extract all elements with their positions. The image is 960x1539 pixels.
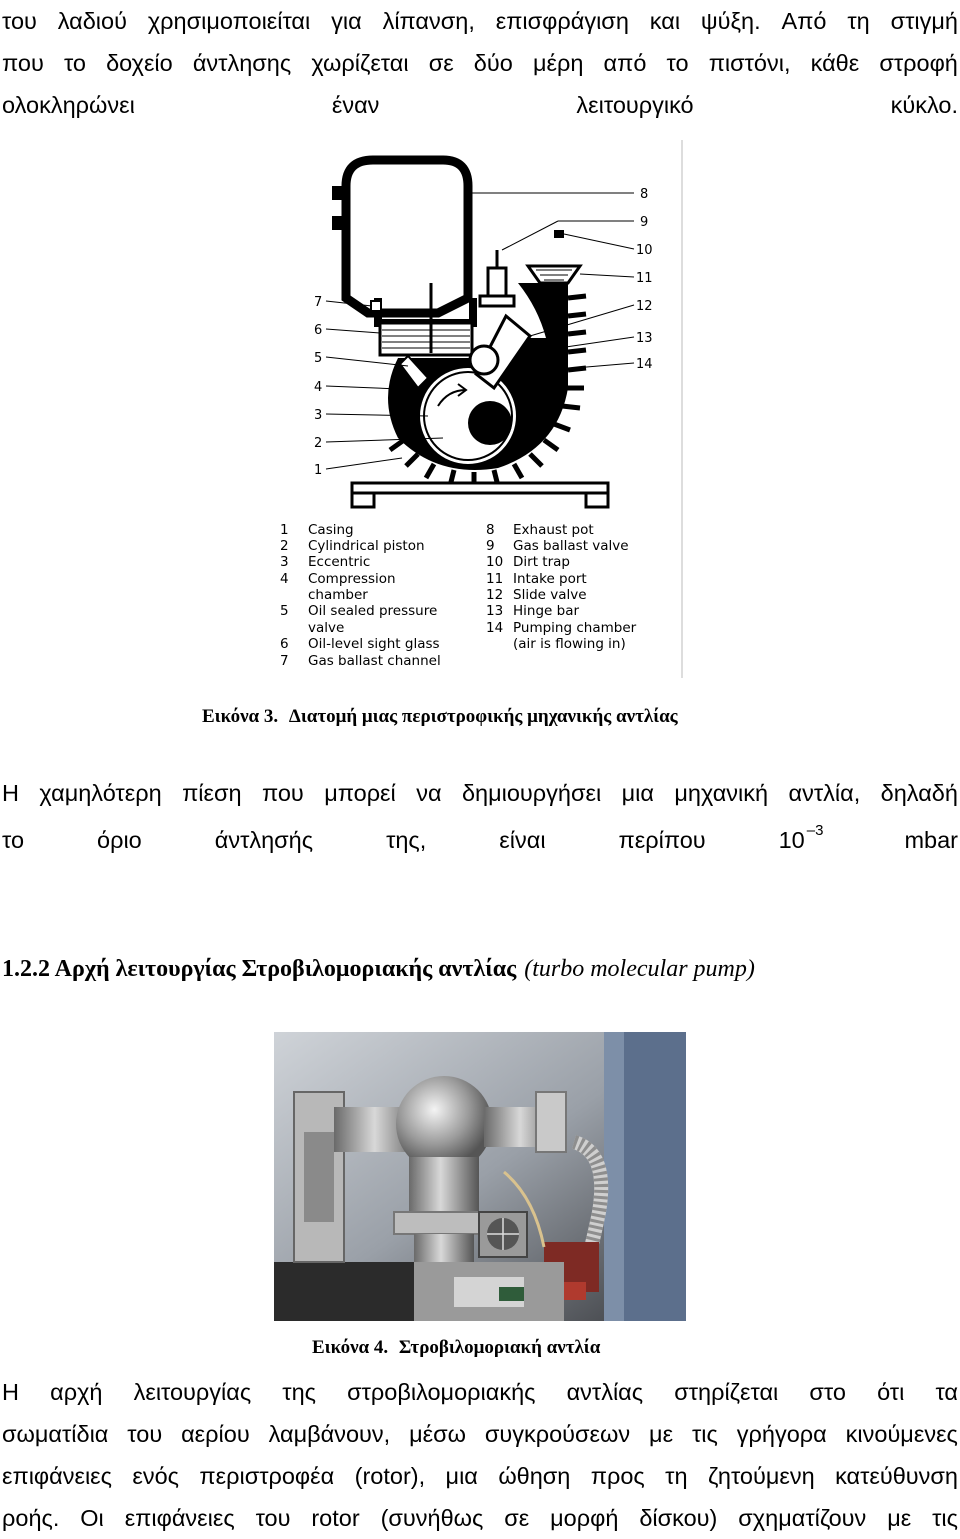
word: σχηματίζουν [738,1505,867,1531]
word: μια [621,780,654,806]
legend-text: Oil-level sight glass [308,636,440,652]
word: Οι [80,1505,104,1531]
word: του [255,1505,291,1531]
word: συγκρούσεων [484,1421,631,1447]
intro-line-3: ολοκληρώνει έναν λειτουργικό κύκλο. [2,92,958,118]
word: μορφή [550,1505,619,1531]
pressure-exponent: –3 [806,822,824,839]
legend-num: 14 [486,620,504,636]
word: το [666,50,689,76]
word: από [603,50,647,76]
word: στιγμή [890,8,958,34]
body-line-1 [2,1371,958,1413]
word: αρχή [50,1379,103,1405]
word: πίεση [182,780,242,806]
pressure-unit: mbar [904,826,958,853]
callout-label: 13 [636,331,653,346]
callout-label: 8 [640,187,649,202]
legend-num: 8 [486,522,495,538]
word: προς [590,1463,645,1489]
legend-text: Gas ballast channel [308,653,441,669]
legend-text: Eccentric [308,554,371,570]
callout-label: 1 [314,463,323,478]
word: του [127,1421,163,1447]
legend-num: 6 [280,636,289,652]
word: γρήγορα [736,1421,827,1447]
legend-num: 3 [280,554,289,570]
word: κάθε [810,50,860,76]
intro-line-2 [2,42,958,84]
figure3-caption-text: Διατομή μιας περιστροφικής μηχανικής αντλίας [288,706,678,727]
body-line-4 [2,1497,958,1539]
word: δηλαδή [880,780,958,806]
word: της [282,1379,316,1405]
word: (rotor), [354,1463,426,1489]
section-heading-subtitle: (turbo molecular pump) [524,956,755,982]
callout-label: 3 [314,408,323,423]
callout-label: 6 [314,323,323,338]
word: Η [2,780,19,806]
word: χαμηλότερη [39,780,162,806]
legend-text: Cylindrical piston [308,538,425,554]
callout-label: 9 [640,215,649,230]
word: λαμβάνουν, [268,1421,391,1447]
word: δημιουργήσει [461,780,602,806]
word: αντλία, [788,780,861,806]
legend-text: Hinge bar [513,603,580,619]
callout-label: 4 [314,380,323,395]
word: του [2,8,37,34]
word: μέρη [532,50,584,76]
word: χωρίζεται [311,50,409,76]
word: με [649,1421,674,1447]
word: και [649,8,681,34]
word: τη [847,8,870,34]
pressure-paragraph [2,772,958,861]
rotary-pump-diagram [268,138,686,680]
word: λίπανση, [382,8,475,34]
word: σωματίδια [2,1421,109,1447]
callout-label: 10 [636,243,653,258]
word: ενός [132,1463,180,1489]
section-heading-title: 1.2.2 Αρχή λειτουργίας Στροβιλομοριακής αντλίας [2,956,517,982]
pressure-line-2-text: το όριο άντλησής της, είναι περίπου 10 [2,826,805,853]
word: (συνήθως [380,1505,484,1531]
legend-num: 4 [280,571,289,587]
word: δοχείο [106,50,173,76]
word: το [63,50,86,76]
word: άντλησης [192,50,292,76]
legend-text: Casing [308,522,354,538]
word: περιστροφέα [199,1463,335,1489]
word: στροβιλομοριακής [347,1379,536,1405]
word: επιφάνειες [124,1505,235,1531]
legend-num: 12 [486,587,504,603]
intro-line-1 [2,0,958,42]
word: στο [809,1379,846,1405]
word: να [416,780,442,806]
body-paragraph [2,1371,958,1539]
word: rotor [311,1505,360,1531]
legend-text: valve [308,620,345,636]
word: μια [445,1463,478,1489]
word: τις [692,1421,718,1447]
word: σε [428,50,454,76]
legend-num: 1 [280,522,289,538]
word: μέσω [409,1421,466,1447]
legend-text: Exhaust pot [513,522,594,538]
word: κατεύθυνση [835,1463,958,1489]
legend-text: Slide valve [513,587,587,603]
legend-text: (air is flowing in) [513,636,626,652]
legend-num: 11 [486,571,504,587]
figure3-caption [202,706,678,728]
word: Η [2,1379,19,1405]
word: ζητούμενη [707,1463,815,1489]
legend-text: Intake port [513,571,587,587]
legend-text: Pumping chamber [513,620,637,636]
body-line-3 [2,1455,958,1497]
callout-label: 11 [636,271,653,286]
word: που [261,780,304,806]
word: επισφράγιση [495,8,629,34]
word: ροής. [2,1505,60,1531]
word: που [2,50,44,76]
callout-label: 7 [314,295,323,310]
legend-num: 2 [280,538,289,554]
callouts-right [636,187,653,372]
pressure-line-2 [2,814,958,861]
word: επιφάνειες [2,1463,112,1489]
legend-num: 10 [486,554,504,570]
body-line-2 [2,1413,958,1455]
legend-num: 13 [486,603,504,619]
word: αερίου [181,1421,250,1447]
callout-label: 5 [314,351,323,366]
word: ώθηση [498,1463,571,1489]
word: κινούμενες [845,1421,958,1447]
word: λειτουργίας [133,1379,252,1405]
legend-text: Gas ballast valve [513,538,629,554]
word: στηρίζεται [674,1379,779,1405]
legend-num: 9 [486,538,495,554]
callout-label: 12 [636,299,653,314]
word: αντλίας [566,1379,644,1405]
word: μηχανική [674,780,769,806]
word: χρησιμοποιείται [147,8,311,34]
legend-num: 5 [280,603,289,619]
legend-text: Dirt trap [513,554,570,570]
word: τα [935,1379,958,1405]
legend-text: chamber [308,587,368,603]
pressure-line-1 [2,772,958,814]
diagram-legend-right [486,522,637,652]
word: ότι [877,1379,905,1405]
turbo-pump-photo [274,1032,686,1321]
legend-num: 7 [280,653,289,669]
word: με [887,1505,912,1531]
word: στροφή [879,50,958,76]
word: Από [781,8,827,34]
word: μπορεί [324,780,396,806]
figure4-caption-text: Στροβιλομοριακή αντλία [398,1337,601,1358]
word: δίσκου) [639,1505,718,1531]
word: για [331,8,362,34]
callout-label: 14 [636,357,653,372]
diagram-legend-left [280,522,441,669]
legend-text: Oil sealed pressure [308,603,438,619]
word: δύο [473,50,513,76]
word: τις [932,1505,958,1531]
callouts-left [314,295,322,478]
legend-text: Compression [308,571,396,587]
figure4-caption-label: Εικόνα 4. [312,1337,389,1358]
word: ψύξη. [700,8,761,34]
callout-label: 2 [314,436,323,451]
intro-paragraph [2,0,958,126]
word: σε [504,1505,530,1531]
word: πιστόνι, [708,50,791,76]
figure3-caption-label: Εικόνα 3. [202,706,279,727]
word: λαδιού [57,8,127,34]
section-heading [2,956,755,983]
figure4-caption [312,1337,600,1359]
word: τη [665,1463,688,1489]
